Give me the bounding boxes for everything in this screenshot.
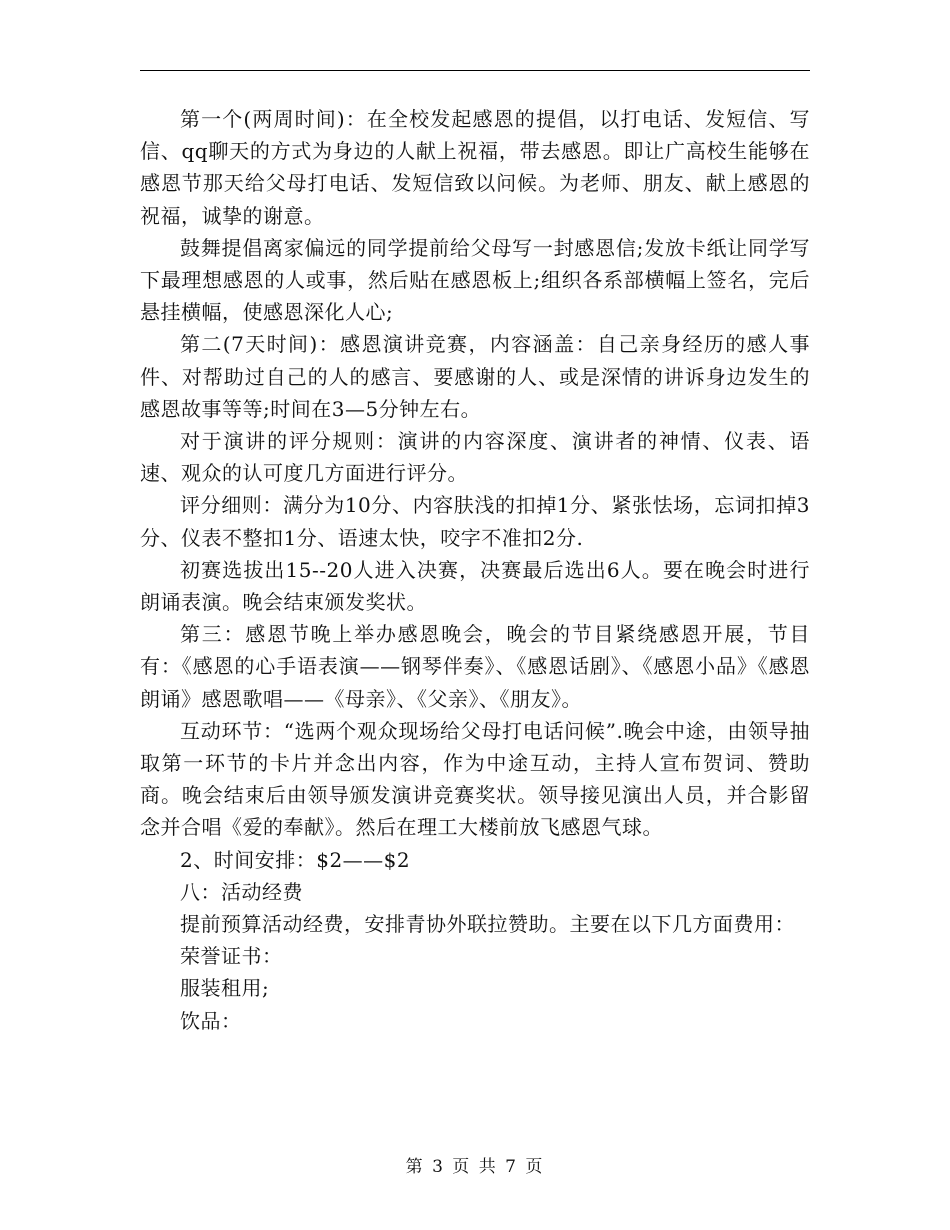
paragraph-phase-two: 第二(7天时间)：感恩演讲竞赛，内容涵盖：自己亲身经历的感人事件、对帮助过自己的人的感言、要感谢的人、或是深情的讲诉身边发生的感恩故事等等;时间在3—5分钟左右。 xyxy=(140,332,810,421)
paragraph-encourage-letters: 鼓舞提倡离家偏远的同学提前给父母写一封感恩信;发放卡纸让同学写下最理想感恩的人或事，然后贴在感恩板上;组织各系部横幅上签名，完后悬挂横幅，使感恩深化人心; xyxy=(140,235,810,325)
paragraph-scoring-rules: 对于演讲的评分规则：演讲的内容深度、演讲者的神情、仪表、语速、观众的认可度几方面进行评分。 xyxy=(140,429,810,486)
paragraph-scoring-details: 评分细则：满分为10分、内容肤浅的扣掉1分、紧张怯场，忘词扣掉3分、仪表不整扣1分、语速太快，咬字不准扣2分. xyxy=(140,493,810,550)
paragraph-phase-one: 第一个(两周时间)：在全校发起感恩的提倡，以打电话、发短信、写信、qq聊天的方式为身边的人献上祝福，带去感恩。即让广高校生能够在感恩节那天给父母打电话、发短信致以问候。为老师、朋友、献上感恩的祝福，诚挚的谢意。 xyxy=(140,107,810,228)
paragraph-schedule: 2、时间安排：$2——$2 xyxy=(180,847,411,872)
document-body xyxy=(140,103,810,1037)
paragraph-phase-three: 第三：感恩节晚上举办感恩晚会，晚会的节目紧绕感恩开展，节目有：《感恩的心手语表演——钢琴伴奏》、《感恩话剧》、《感恩小品》《感恩朗诵》感恩歌唱——《母亲》、《父亲》、《朋友》。 xyxy=(140,622,810,711)
section-heading-budget: 八：活动经费 xyxy=(180,879,303,904)
paragraph-preliminary: 初赛选拔出15--20人进入决赛，决赛最后选出6人。要在晚会时进行朗诵表演。晚会结束颁发奖状。 xyxy=(140,557,810,615)
list-item-drinks: 饮品： xyxy=(180,1008,242,1033)
list-item-costume-rental: 服装租用; xyxy=(180,976,270,1001)
paragraph-interaction: 互动环节：“选两个观众现场给父母打电话问候”.晚会中途，由领导抽取第一环节的卡片并念出内容，作为中途互动，主持人宣布贺词、赞助商。晚会结束后由领导颁发演讲竞赛奖状。领导接见演出人员，并合影留念并合唱《爱的奉献》。然后在理工大楼前放飞感恩气球。 xyxy=(140,718,810,840)
header-rule xyxy=(140,70,810,71)
list-item-certificates: 荣誉证书： xyxy=(180,944,283,969)
page-number-footer: 第 3 页 共 7 页 xyxy=(405,1157,545,1177)
paragraph-budget-intro: 提前预算活动经费，安排青协外联拉赞助。主要在以下几方面费用： xyxy=(180,912,795,937)
